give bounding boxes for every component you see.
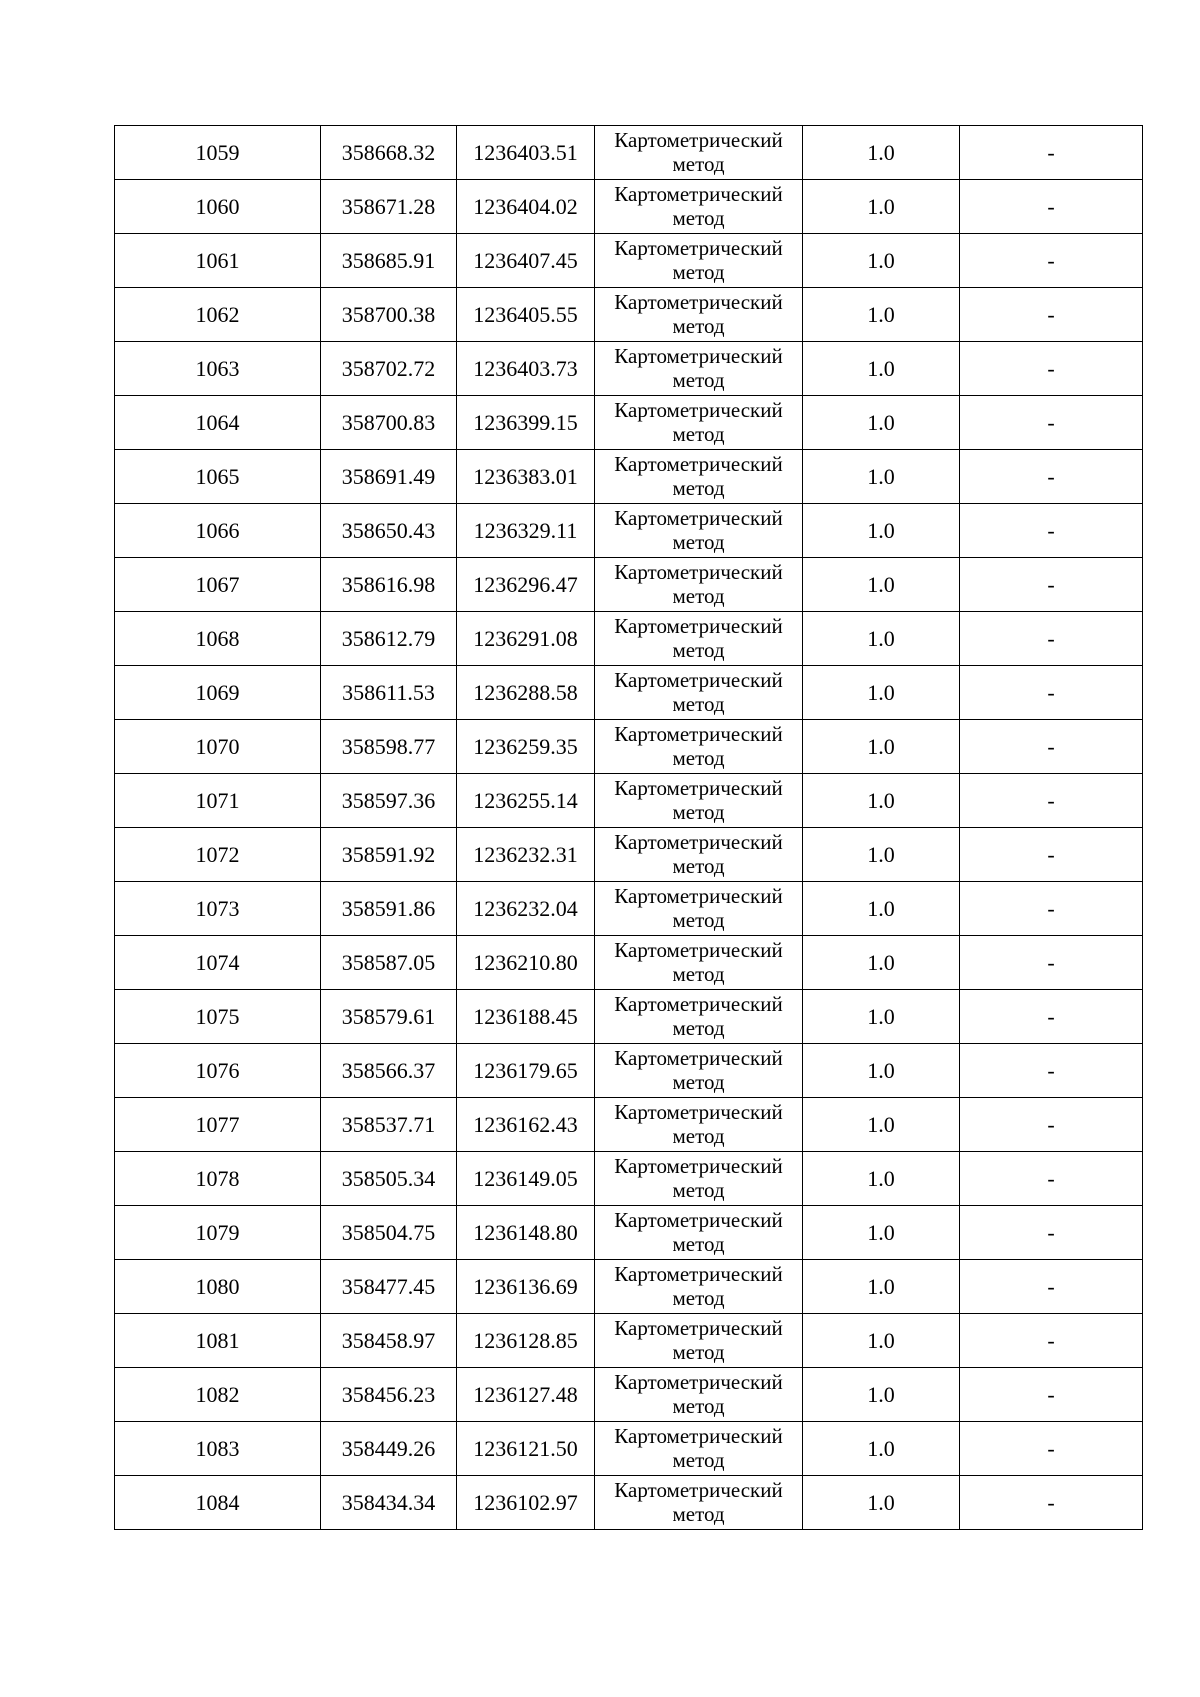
method-line-1: Картометрический bbox=[614, 1100, 783, 1124]
x-coordinate-cell: 358700.83 bbox=[321, 396, 457, 450]
x-coordinate-cell: 358612.79 bbox=[321, 612, 457, 666]
method-cell bbox=[595, 936, 803, 990]
method-line-1: Картометрический bbox=[614, 1478, 783, 1502]
table-row bbox=[115, 396, 1143, 450]
method-line-2: метод bbox=[672, 1070, 725, 1094]
note-cell: - bbox=[960, 990, 1143, 1044]
accuracy-cell: 1.0 bbox=[803, 1368, 960, 1422]
note-cell: - bbox=[960, 288, 1143, 342]
note-cell: - bbox=[960, 1368, 1143, 1422]
point-number-cell: 1081 bbox=[115, 1314, 321, 1368]
note-cell: - bbox=[960, 1206, 1143, 1260]
method-cell bbox=[595, 1368, 803, 1422]
method-line-1: Картометрический bbox=[614, 992, 783, 1016]
y-coordinate-cell: 1236296.47 bbox=[457, 558, 595, 612]
method-line-1: Картометрический bbox=[614, 722, 783, 746]
method-line-1: Картометрический bbox=[614, 236, 783, 260]
table-row bbox=[115, 1368, 1143, 1422]
method-line-2: метод bbox=[672, 746, 725, 770]
point-number-cell: 1066 bbox=[115, 504, 321, 558]
table-row bbox=[115, 558, 1143, 612]
note-cell: - bbox=[960, 558, 1143, 612]
method-line-2: метод bbox=[672, 638, 725, 662]
x-coordinate-cell: 358591.86 bbox=[321, 882, 457, 936]
note-cell: - bbox=[960, 828, 1143, 882]
x-coordinate-cell: 358691.49 bbox=[321, 450, 457, 504]
method-line-1: Картометрический bbox=[614, 398, 783, 422]
method-cell bbox=[595, 1422, 803, 1476]
y-coordinate-cell: 1236403.51 bbox=[457, 126, 595, 180]
table-row bbox=[115, 774, 1143, 828]
method-line-1: Картометрический bbox=[614, 938, 783, 962]
table-row bbox=[115, 612, 1143, 666]
method-line-1: Картометрический bbox=[614, 1316, 783, 1340]
note-cell: - bbox=[960, 720, 1143, 774]
point-number-cell: 1084 bbox=[115, 1476, 321, 1530]
method-line-2: метод bbox=[672, 692, 725, 716]
table-row bbox=[115, 1314, 1143, 1368]
method-line-2: метод bbox=[672, 1286, 725, 1310]
method-cell bbox=[595, 666, 803, 720]
note-cell: - bbox=[960, 1044, 1143, 1098]
method-line-1: Картометрический bbox=[614, 506, 783, 530]
accuracy-cell: 1.0 bbox=[803, 126, 960, 180]
x-coordinate-cell: 358591.92 bbox=[321, 828, 457, 882]
method-line-1: Картометрический bbox=[614, 830, 783, 854]
point-number-cell: 1072 bbox=[115, 828, 321, 882]
table-row bbox=[115, 1098, 1143, 1152]
point-number-cell: 1068 bbox=[115, 612, 321, 666]
method-line-1: Картометрический bbox=[614, 776, 783, 800]
method-cell bbox=[595, 450, 803, 504]
method-cell bbox=[595, 558, 803, 612]
y-coordinate-cell: 1236149.05 bbox=[457, 1152, 595, 1206]
x-coordinate-cell: 358579.61 bbox=[321, 990, 457, 1044]
y-coordinate-cell: 1236329.11 bbox=[457, 504, 595, 558]
accuracy-cell: 1.0 bbox=[803, 612, 960, 666]
accuracy-cell: 1.0 bbox=[803, 1152, 960, 1206]
table-row bbox=[115, 504, 1143, 558]
method-line-2: метод bbox=[672, 260, 725, 284]
accuracy-cell: 1.0 bbox=[803, 774, 960, 828]
method-cell bbox=[595, 342, 803, 396]
x-coordinate-cell: 358611.53 bbox=[321, 666, 457, 720]
method-line-1: Картометрический bbox=[614, 1046, 783, 1070]
x-coordinate-cell: 358449.26 bbox=[321, 1422, 457, 1476]
method-line-2: метод bbox=[672, 1178, 725, 1202]
method-cell bbox=[595, 1098, 803, 1152]
point-number-cell: 1075 bbox=[115, 990, 321, 1044]
point-number-cell: 1071 bbox=[115, 774, 321, 828]
note-cell: - bbox=[960, 1314, 1143, 1368]
accuracy-cell: 1.0 bbox=[803, 720, 960, 774]
y-coordinate-cell: 1236291.08 bbox=[457, 612, 595, 666]
x-coordinate-cell: 358566.37 bbox=[321, 1044, 457, 1098]
method-cell bbox=[595, 720, 803, 774]
note-cell: - bbox=[960, 450, 1143, 504]
accuracy-cell: 1.0 bbox=[803, 828, 960, 882]
y-coordinate-cell: 1236128.85 bbox=[457, 1314, 595, 1368]
table-row bbox=[115, 882, 1143, 936]
x-coordinate-cell: 358477.45 bbox=[321, 1260, 457, 1314]
y-coordinate-cell: 1236232.31 bbox=[457, 828, 595, 882]
accuracy-cell: 1.0 bbox=[803, 342, 960, 396]
method-line-2: метод bbox=[672, 1232, 725, 1256]
method-line-2: метод bbox=[672, 854, 725, 878]
method-line-2: метод bbox=[672, 1448, 725, 1472]
method-line-2: метод bbox=[672, 1016, 725, 1040]
method-cell bbox=[595, 1152, 803, 1206]
accuracy-cell: 1.0 bbox=[803, 882, 960, 936]
method-line-1: Картометрический bbox=[614, 560, 783, 584]
method-line-2: метод bbox=[672, 530, 725, 554]
method-line-2: метод bbox=[672, 152, 725, 176]
point-number-cell: 1074 bbox=[115, 936, 321, 990]
x-coordinate-cell: 358458.97 bbox=[321, 1314, 457, 1368]
accuracy-cell: 1.0 bbox=[803, 504, 960, 558]
point-number-cell: 1076 bbox=[115, 1044, 321, 1098]
method-line-2: метод bbox=[672, 314, 725, 338]
accuracy-cell: 1.0 bbox=[803, 180, 960, 234]
accuracy-cell: 1.0 bbox=[803, 990, 960, 1044]
method-line-2: метод bbox=[672, 1502, 725, 1526]
y-coordinate-cell: 1236121.50 bbox=[457, 1422, 595, 1476]
method-line-2: метод bbox=[672, 908, 725, 932]
point-number-cell: 1060 bbox=[115, 180, 321, 234]
method-cell bbox=[595, 126, 803, 180]
note-cell: - bbox=[960, 882, 1143, 936]
note-cell: - bbox=[960, 1098, 1143, 1152]
y-coordinate-cell: 1236399.15 bbox=[457, 396, 595, 450]
x-coordinate-cell: 358537.71 bbox=[321, 1098, 457, 1152]
x-coordinate-cell: 358668.32 bbox=[321, 126, 457, 180]
x-coordinate-cell: 358597.36 bbox=[321, 774, 457, 828]
x-coordinate-cell: 358650.43 bbox=[321, 504, 457, 558]
method-line-2: метод bbox=[672, 476, 725, 500]
y-coordinate-cell: 1236255.14 bbox=[457, 774, 595, 828]
method-cell bbox=[595, 990, 803, 1044]
x-coordinate-cell: 358434.34 bbox=[321, 1476, 457, 1530]
method-line-1: Картометрический bbox=[614, 884, 783, 908]
table-row bbox=[115, 1422, 1143, 1476]
table-row bbox=[115, 720, 1143, 774]
table-row bbox=[115, 1044, 1143, 1098]
table-row bbox=[115, 288, 1143, 342]
accuracy-cell: 1.0 bbox=[803, 1098, 960, 1152]
table-row bbox=[115, 126, 1143, 180]
y-coordinate-cell: 1236162.43 bbox=[457, 1098, 595, 1152]
table-row bbox=[115, 1206, 1143, 1260]
x-coordinate-cell: 358616.98 bbox=[321, 558, 457, 612]
method-cell bbox=[595, 1260, 803, 1314]
point-number-cell: 1079 bbox=[115, 1206, 321, 1260]
table-row bbox=[115, 828, 1143, 882]
method-line-1: Картометрический bbox=[614, 1370, 783, 1394]
accuracy-cell: 1.0 bbox=[803, 1206, 960, 1260]
method-cell bbox=[595, 288, 803, 342]
method-line-1: Картометрический bbox=[614, 1208, 783, 1232]
method-cell bbox=[595, 828, 803, 882]
point-number-cell: 1078 bbox=[115, 1152, 321, 1206]
method-line-1: Картометрический bbox=[614, 182, 783, 206]
y-coordinate-cell: 1236383.01 bbox=[457, 450, 595, 504]
accuracy-cell: 1.0 bbox=[803, 234, 960, 288]
point-number-cell: 1069 bbox=[115, 666, 321, 720]
note-cell: - bbox=[960, 666, 1143, 720]
x-coordinate-cell: 358598.77 bbox=[321, 720, 457, 774]
method-cell bbox=[595, 180, 803, 234]
table-row bbox=[115, 666, 1143, 720]
point-number-cell: 1073 bbox=[115, 882, 321, 936]
accuracy-cell: 1.0 bbox=[803, 1044, 960, 1098]
point-number-cell: 1067 bbox=[115, 558, 321, 612]
method-line-1: Картометрический bbox=[614, 452, 783, 476]
table-row bbox=[115, 936, 1143, 990]
y-coordinate-cell: 1236404.02 bbox=[457, 180, 595, 234]
method-line-1: Картометрический bbox=[614, 668, 783, 692]
accuracy-cell: 1.0 bbox=[803, 450, 960, 504]
point-number-cell: 1082 bbox=[115, 1368, 321, 1422]
y-coordinate-cell: 1236148.80 bbox=[457, 1206, 595, 1260]
accuracy-cell: 1.0 bbox=[803, 1422, 960, 1476]
method-line-2: метод bbox=[672, 1340, 725, 1364]
method-cell bbox=[595, 234, 803, 288]
point-number-cell: 1064 bbox=[115, 396, 321, 450]
y-coordinate-cell: 1236405.55 bbox=[457, 288, 595, 342]
point-number-cell: 1062 bbox=[115, 288, 321, 342]
method-cell bbox=[595, 396, 803, 450]
y-coordinate-cell: 1236136.69 bbox=[457, 1260, 595, 1314]
x-coordinate-cell: 358587.05 bbox=[321, 936, 457, 990]
method-line-1: Картометрический bbox=[614, 128, 783, 152]
y-coordinate-cell: 1236102.97 bbox=[457, 1476, 595, 1530]
accuracy-cell: 1.0 bbox=[803, 288, 960, 342]
point-number-cell: 1063 bbox=[115, 342, 321, 396]
method-line-2: метод bbox=[672, 1124, 725, 1148]
x-coordinate-cell: 358700.38 bbox=[321, 288, 457, 342]
method-line-2: метод bbox=[672, 422, 725, 446]
accuracy-cell: 1.0 bbox=[803, 936, 960, 990]
y-coordinate-cell: 1236179.65 bbox=[457, 1044, 595, 1098]
note-cell: - bbox=[960, 504, 1143, 558]
table-row bbox=[115, 1476, 1143, 1530]
y-coordinate-cell: 1236127.48 bbox=[457, 1368, 595, 1422]
table-row bbox=[115, 1152, 1143, 1206]
method-cell bbox=[595, 504, 803, 558]
x-coordinate-cell: 358702.72 bbox=[321, 342, 457, 396]
note-cell: - bbox=[960, 234, 1143, 288]
coordinates-table-body bbox=[115, 126, 1143, 1530]
table-row bbox=[115, 342, 1143, 396]
method-line-2: метод bbox=[672, 206, 725, 230]
accuracy-cell: 1.0 bbox=[803, 1260, 960, 1314]
note-cell: - bbox=[960, 612, 1143, 666]
y-coordinate-cell: 1236210.80 bbox=[457, 936, 595, 990]
table-row bbox=[115, 450, 1143, 504]
y-coordinate-cell: 1236403.73 bbox=[457, 342, 595, 396]
method-line-2: метод bbox=[672, 1394, 725, 1418]
accuracy-cell: 1.0 bbox=[803, 558, 960, 612]
method-cell bbox=[595, 1314, 803, 1368]
method-line-1: Картометрический bbox=[614, 1154, 783, 1178]
point-number-cell: 1083 bbox=[115, 1422, 321, 1476]
method-cell bbox=[595, 1476, 803, 1530]
note-cell: - bbox=[960, 342, 1143, 396]
method-cell bbox=[595, 882, 803, 936]
method-line-1: Картометрический bbox=[614, 290, 783, 314]
note-cell: - bbox=[960, 180, 1143, 234]
x-coordinate-cell: 358685.91 bbox=[321, 234, 457, 288]
method-line-2: метод bbox=[672, 962, 725, 986]
table-row bbox=[115, 234, 1143, 288]
method-line-2: метод bbox=[672, 584, 725, 608]
note-cell: - bbox=[960, 396, 1143, 450]
method-line-2: метод bbox=[672, 800, 725, 824]
coordinates-table bbox=[114, 125, 1143, 1530]
table-row bbox=[115, 180, 1143, 234]
note-cell: - bbox=[960, 774, 1143, 828]
x-coordinate-cell: 358671.28 bbox=[321, 180, 457, 234]
note-cell: - bbox=[960, 1422, 1143, 1476]
method-line-1: Картометрический bbox=[614, 1424, 783, 1448]
point-number-cell: 1070 bbox=[115, 720, 321, 774]
x-coordinate-cell: 358505.34 bbox=[321, 1152, 457, 1206]
accuracy-cell: 1.0 bbox=[803, 666, 960, 720]
x-coordinate-cell: 358504.75 bbox=[321, 1206, 457, 1260]
note-cell: - bbox=[960, 1476, 1143, 1530]
x-coordinate-cell: 358456.23 bbox=[321, 1368, 457, 1422]
note-cell: - bbox=[960, 936, 1143, 990]
y-coordinate-cell: 1236188.45 bbox=[457, 990, 595, 1044]
method-line-1: Картометрический bbox=[614, 1262, 783, 1286]
point-number-cell: 1061 bbox=[115, 234, 321, 288]
point-number-cell: 1077 bbox=[115, 1098, 321, 1152]
method-cell bbox=[595, 1206, 803, 1260]
point-number-cell: 1059 bbox=[115, 126, 321, 180]
method-line-1: Картометрический bbox=[614, 614, 783, 638]
method-cell bbox=[595, 612, 803, 666]
note-cell: - bbox=[960, 1260, 1143, 1314]
note-cell: - bbox=[960, 1152, 1143, 1206]
y-coordinate-cell: 1236407.45 bbox=[457, 234, 595, 288]
point-number-cell: 1080 bbox=[115, 1260, 321, 1314]
method-line-1: Картометрический bbox=[614, 344, 783, 368]
table-row bbox=[115, 990, 1143, 1044]
point-number-cell: 1065 bbox=[115, 450, 321, 504]
method-cell bbox=[595, 1044, 803, 1098]
accuracy-cell: 1.0 bbox=[803, 1476, 960, 1530]
y-coordinate-cell: 1236232.04 bbox=[457, 882, 595, 936]
table-row bbox=[115, 1260, 1143, 1314]
method-line-2: метод bbox=[672, 368, 725, 392]
method-cell bbox=[595, 774, 803, 828]
y-coordinate-cell: 1236288.58 bbox=[457, 666, 595, 720]
note-cell: - bbox=[960, 126, 1143, 180]
accuracy-cell: 1.0 bbox=[803, 1314, 960, 1368]
accuracy-cell: 1.0 bbox=[803, 396, 960, 450]
y-coordinate-cell: 1236259.35 bbox=[457, 720, 595, 774]
